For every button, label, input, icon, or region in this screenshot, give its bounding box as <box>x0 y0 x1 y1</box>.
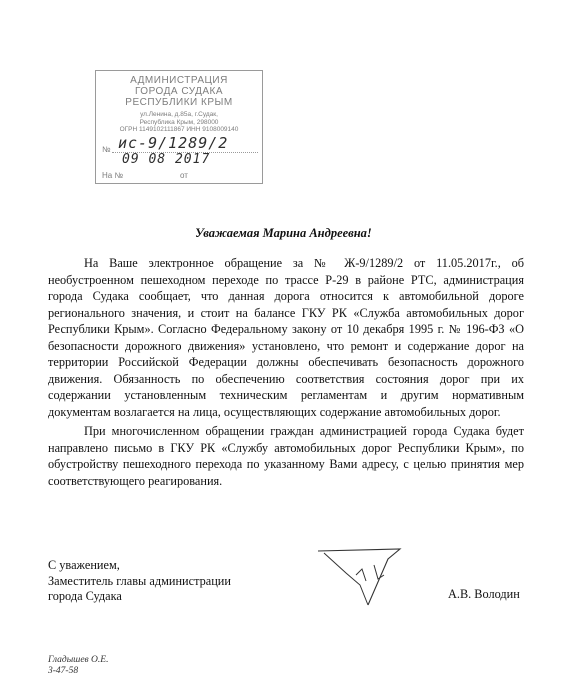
handwritten-signature <box>316 545 406 615</box>
stamp-ids-line: ОГРН 1149102111867 ИНН 9108009140 <box>119 126 239 133</box>
closing-position-line-1: Заместитель главы администрации <box>48 573 231 588</box>
executor-name: Гладышев О.Е. <box>48 655 109 665</box>
closing-regards: С уважением, <box>48 558 120 572</box>
stamp-ref-label: На № <box>102 171 124 180</box>
signer-name: А.В. Володин <box>448 587 520 601</box>
executor-phone: 3-47-58 <box>48 666 79 676</box>
stamp-org-line-2: ГОРОДА СУДАКА <box>134 86 224 97</box>
stamp-number-label: № <box>102 145 111 154</box>
stamp-address-line-2: Республика Крым, 298000 <box>139 118 219 126</box>
letter-paragraph-2: При многочисленном обращении граждан администрацией города Судака будет направлено письмо в ГКУ РК «Службу автомобильных дорог Республики Крым», по обустройству пешеходного перехода по указанному Вами адресу, с целью принятия мер соответствующего реагирования. <box>48 424 524 488</box>
letter-paragraph-1: На Ваше электронное обращение за № Ж-9/1289/2 от 11.05.2017г., об необустроенном пешеходном переходе по трассе Р-29 в районе РТС, администрация города Судака сообщает, что данная дорога относится к автомобильной дороге регионального значения, и стоит на балансе ГКУ РК «Служба автомобильных дорог Республики Крым». Согласно Федеральному закону от 10 декабря 1995 г. № 196-ФЗ «О безопасности дорожного движения» установлено, что ремонт и содержание дорог на территории Российской Федерации должны обеспечивать безопасность дорожного движения. Обязанность по обеспечению соответствия состояния дорог при их содержании установленным техническим регламентам и другим нормативным документам возлагается на лица, осуществляющих содержание автомобильных дорог. <box>48 256 524 419</box>
letter-body <box>48 255 524 492</box>
handwritten-date: 09 08 2017 <box>122 152 211 167</box>
stamp-org-line-1: АДМИНИСТРАЦИЯ <box>130 75 228 86</box>
letter-closing <box>48 558 231 605</box>
stamp-address-line-1: ул.Ленина, д.85а, г.Судак, <box>140 111 218 118</box>
executor-info <box>48 655 108 677</box>
handwritten-number: ис-9/1289/2 <box>118 134 229 152</box>
stamp-ref-row <box>102 165 258 181</box>
letter-greeting: Уважаемая Марина Андреевна! <box>195 226 372 240</box>
stamp-org-line-3: РЕСПУБЛИКИ КРЫМ <box>125 97 233 108</box>
stamp-ref-from-label: от <box>180 171 188 180</box>
closing-position-line-2: города Судака <box>48 589 122 603</box>
